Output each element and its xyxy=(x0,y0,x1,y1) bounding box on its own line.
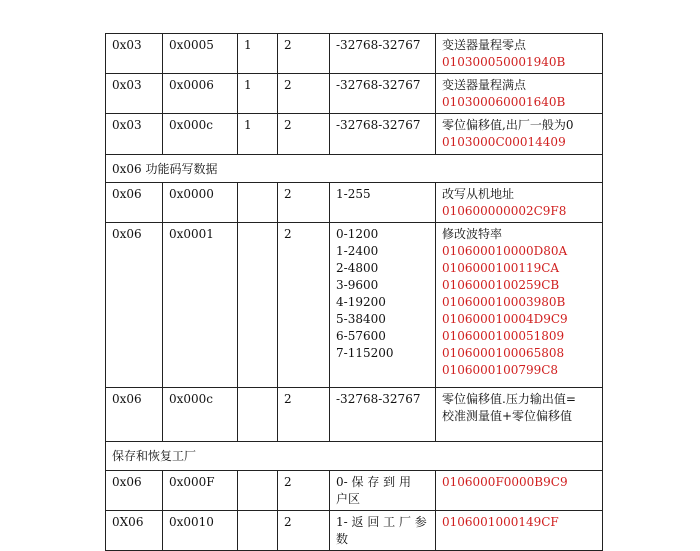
table-row xyxy=(106,114,603,155)
register-count-cell xyxy=(238,511,278,551)
register-count-cell xyxy=(238,388,278,442)
description-cell xyxy=(436,34,603,74)
command-example: 010600000002C9F8 xyxy=(442,204,567,218)
range-line: -32768-32767 xyxy=(336,118,421,132)
range-line: 5-38400 xyxy=(336,312,386,326)
range-line: 3-9600 xyxy=(336,278,379,292)
command-example: 0106000F0000B9C9 xyxy=(442,475,568,489)
function-code-cell: 0x06 xyxy=(106,223,163,388)
description-line: 零位偏移值,出厂一般为0 xyxy=(442,118,574,132)
description-line: 修改波特率 xyxy=(442,227,503,241)
range-line: 2-4800 xyxy=(336,261,379,275)
range-line: 7-115200 xyxy=(336,346,394,360)
function-code-cell: 0x03 xyxy=(106,114,163,155)
register-address-cell: 0x0000 xyxy=(163,183,238,223)
description-cell xyxy=(436,183,603,223)
function-code-cell: 0x03 xyxy=(106,74,163,114)
table-row xyxy=(106,511,603,551)
function-code-cell: 0x03 xyxy=(106,34,163,74)
byte-count-cell: 2 xyxy=(278,511,330,551)
command-example: 0106000100065808 xyxy=(442,346,565,360)
range-line: 数 xyxy=(336,532,349,546)
section-row xyxy=(106,155,603,183)
register-address-cell: 0x000c xyxy=(163,388,238,442)
register-address-cell: 0x0001 xyxy=(163,223,238,388)
value-range-cell xyxy=(330,34,436,74)
register-count-cell xyxy=(238,183,278,223)
byte-count-cell: 2 xyxy=(278,223,330,388)
range-line: 0- 保 存 到 用 xyxy=(336,475,411,489)
range-line: -32768-32767 xyxy=(336,38,421,52)
table-row xyxy=(106,183,603,223)
description-cell xyxy=(436,223,603,388)
description-cell xyxy=(436,388,603,442)
command-example: 0106001000149CF xyxy=(442,515,559,529)
command-example: 010300050001940B xyxy=(442,55,566,69)
description-line: 变送器量程满点 xyxy=(442,78,527,92)
register-count-cell: 1 xyxy=(238,74,278,114)
description-line: 改写从机地址 xyxy=(442,187,515,201)
table-row xyxy=(106,74,603,114)
register-table-body xyxy=(106,34,603,551)
register-address-cell: 0x0005 xyxy=(163,34,238,74)
description-cell xyxy=(436,511,603,551)
register-count-cell: 1 xyxy=(238,114,278,155)
value-range-cell xyxy=(330,388,436,442)
value-range-cell xyxy=(330,114,436,155)
range-line: 1-255 xyxy=(336,187,371,201)
byte-count-cell: 2 xyxy=(278,34,330,74)
description-line: 零位偏移值.压力输出值= xyxy=(442,392,576,406)
byte-count-cell: 2 xyxy=(278,114,330,155)
function-code-cell: 0x06 xyxy=(106,471,163,511)
command-example: 010600010003980B xyxy=(442,295,566,309)
command-example: 010300060001640B xyxy=(442,95,566,109)
range-line: -32768-32767 xyxy=(336,78,421,92)
range-line: 1-2400 xyxy=(336,244,379,258)
function-code-cell: 0x06 xyxy=(106,183,163,223)
value-range-cell xyxy=(330,471,436,511)
range-line: 0-1200 xyxy=(336,227,379,241)
section-row xyxy=(106,442,603,471)
command-example: 010600010000D80A xyxy=(442,244,568,258)
range-line: 6-57600 xyxy=(336,329,386,343)
section-title: 保存和恢复工厂 xyxy=(106,442,603,471)
command-example: 0106000100051809 xyxy=(442,329,565,343)
table-row xyxy=(106,471,603,511)
description-cell xyxy=(436,471,603,511)
command-example: 0106000100119CA xyxy=(442,261,560,275)
byte-count-cell: 2 xyxy=(278,388,330,442)
value-range-cell xyxy=(330,183,436,223)
range-line: 4-19200 xyxy=(336,295,386,309)
table-row xyxy=(106,388,603,442)
range-line: 1- 返 回 工 厂 参 xyxy=(336,515,427,529)
value-range-cell xyxy=(330,223,436,388)
command-example: 010600010004D9C9 xyxy=(442,312,568,326)
register-address-cell: 0x0006 xyxy=(163,74,238,114)
value-range-cell xyxy=(330,511,436,551)
register-count-cell xyxy=(238,223,278,388)
register-table xyxy=(105,33,603,551)
register-address-cell: 0x000F xyxy=(163,471,238,511)
description-cell xyxy=(436,114,603,155)
command-example: 0106000100799C8 xyxy=(442,363,559,377)
register-count-cell: 1 xyxy=(238,34,278,74)
register-address-cell: 0x000c xyxy=(163,114,238,155)
table-row xyxy=(106,223,603,388)
range-line: -32768-32767 xyxy=(336,392,421,406)
command-example: 0103000C00014409 xyxy=(442,135,566,149)
byte-count-cell: 2 xyxy=(278,471,330,511)
description-line: 校准测量值+零位偏移值 xyxy=(442,409,573,423)
section-title: 0x06 功能码写数据 xyxy=(106,155,603,183)
byte-count-cell: 2 xyxy=(278,183,330,223)
table-row xyxy=(106,34,603,74)
value-range-cell xyxy=(330,74,436,114)
byte-count-cell: 2 xyxy=(278,74,330,114)
description-line: 变送器量程零点 xyxy=(442,38,527,52)
command-example: 0106000100259CB xyxy=(442,278,560,292)
description-cell xyxy=(436,74,603,114)
register-count-cell xyxy=(238,471,278,511)
register-address-cell: 0x0010 xyxy=(163,511,238,551)
function-code-cell: 0x06 xyxy=(106,388,163,442)
range-line: 户区 xyxy=(336,492,361,506)
function-code-cell: 0X06 xyxy=(106,511,163,551)
